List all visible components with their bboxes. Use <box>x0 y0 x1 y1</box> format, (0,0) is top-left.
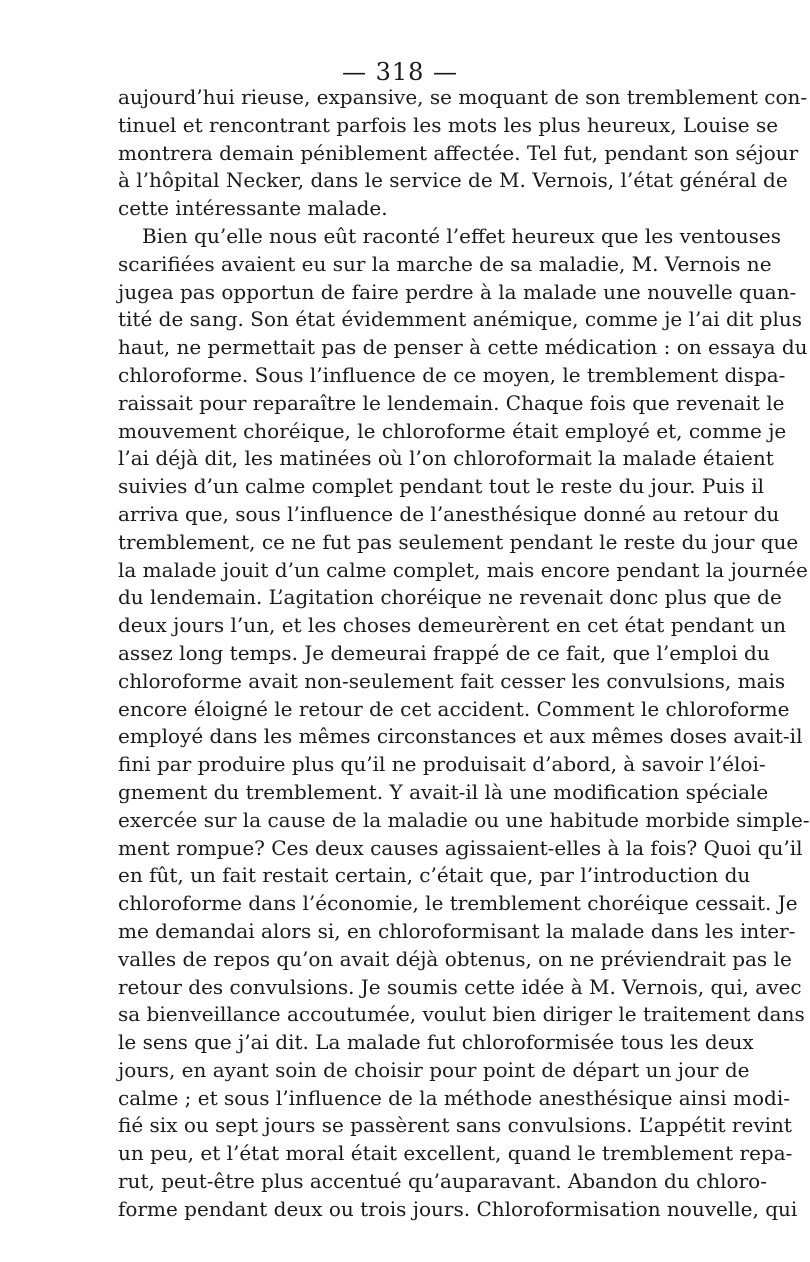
text-line: calme ; et sous l’influence de la méthode anesthésique ainsi modi- <box>118 1085 790 1110</box>
text-line: Bien qu’elle nous eût raconté l’effet heureux que les ventouses <box>142 223 782 248</box>
text-line: mouvement choréique, le chloroforme était employé et, comme je <box>118 418 787 443</box>
text-line: retour des convulsions. Je soumis cette idée à M. Vernois, qui, avec <box>118 974 802 999</box>
text-line: fié six ou sept jours se passèrent sans convulsions. L’appétit revint <box>118 1113 792 1138</box>
text-line: un peu, et l’état moral était excellent, quand le tremblement repa- <box>118 1141 793 1166</box>
text-line: la malade jouit d’un calme complet, mais encore pendant la journée <box>118 557 808 582</box>
text-line: deux jours l’un, et les choses demeurèrent en cet état pendant un <box>118 613 786 638</box>
text-line: encore éloigné le retour de cet accident. Comment le chloroforme <box>118 696 790 721</box>
text-line: sa bienveillance accoutumée, voulut bien diriger le traitement dans <box>118 1002 805 1027</box>
text-line: aujourd’hui rieuse, expansive, se moquant de son tremblement con- <box>118 85 808 109</box>
text-line: tinuel et rencontrant parfois les mots les plus heureux, Louise se <box>118 112 779 137</box>
text-line: ment rompue? Ces deux causes agissaient-elles à la fois? Quoi qu’il <box>118 835 803 860</box>
text-line: chloroforme. Sous l’influence de ce moyen, le tremblement dispa- <box>118 362 786 387</box>
text-line: tremblement, ce ne fut pas seulement pendant le reste du jour que <box>118 529 799 554</box>
text-line: jours, en ayant soin de choisir pour point de départ un jour de <box>118 1057 750 1082</box>
text-line: l’ai déjà dit, les matinées où l’on chloroformait la malade étaient <box>118 446 774 471</box>
text-line: valles de repos qu’on avait déjà obtenus, on ne préviendrait pas le <box>118 946 792 971</box>
body-text <box>118 84 810 1224</box>
text-line: jugea pas opportun de faire perdre à la malade une nouvelle quan- <box>118 279 797 304</box>
text-line: cette intéressante malade. <box>118 196 388 221</box>
text-line: chloroforme dans l’économie, le tremblement choréique cessait. Je <box>118 891 798 916</box>
text-line: scarifiées avaient eu sur la marche de sa maladie, M. Vernois ne <box>118 251 772 276</box>
text-line: chloroforme avait non-seulement fait cesser les convulsions, mais <box>118 668 786 693</box>
text-line: le sens que j’ai dit. La malade fut chloroformisée tous les deux <box>118 1030 754 1055</box>
text-line: montrera demain péniblement affectée. Tel fut, pendant son séjour <box>118 140 799 165</box>
text-line: raissait pour reparaître le lendemain. Chaque fois que revenait le <box>118 390 785 415</box>
paragraph-1 <box>118 84 808 223</box>
text-line: tité de sang. Son état évidemment anémique, comme je l’ai dit plus <box>118 307 802 332</box>
text-line: rut, peut-être plus accentué qu’auparavant. Abandon du chloro- <box>118 1169 767 1194</box>
text-line: assez long temps. Je demeurai frappé de ce fait, que l’emploi du <box>118 640 770 665</box>
text-line: gnement du tremblement. Y avait-il là une modification spéciale <box>118 779 769 804</box>
text-line: exercée sur la cause de la maladie ou une habitude morbide simple- <box>118 807 810 832</box>
text-line: me demandai alors si, en chloroformisant la malade dans les inter- <box>118 918 796 943</box>
page-number: — 318 — <box>341 58 459 86</box>
text-line: haut, ne permettait pas de penser à cette médication : on essaya du <box>118 335 808 360</box>
text-line: du lendemain. L’agitation choréique ne revenait donc plus que de <box>118 585 782 610</box>
text-line: en fût, un fait restait certain, c’était que, par l’introduction du <box>118 863 751 888</box>
paragraph-2 <box>118 223 810 1224</box>
text-line: arriva que, sous l’influence de l’anesthésique donné au retour du <box>118 501 780 526</box>
text-line: fini par produire plus qu’il ne produisait d’abord, à savoir l’éloi- <box>118 752 766 777</box>
text-line: à l’hôpital Necker, dans le service de M. Vernois, l’état général de <box>118 168 788 193</box>
text-line: employé dans les mêmes circonstances et aux mêmes doses avait-il <box>118 724 803 749</box>
text-line: suivies d’un calme complet pendant tout le reste du jour. Puis il <box>118 474 765 499</box>
text-line: forme pendant deux ou trois jours. Chloroformisation nouvelle, qui <box>118 1196 798 1221</box>
